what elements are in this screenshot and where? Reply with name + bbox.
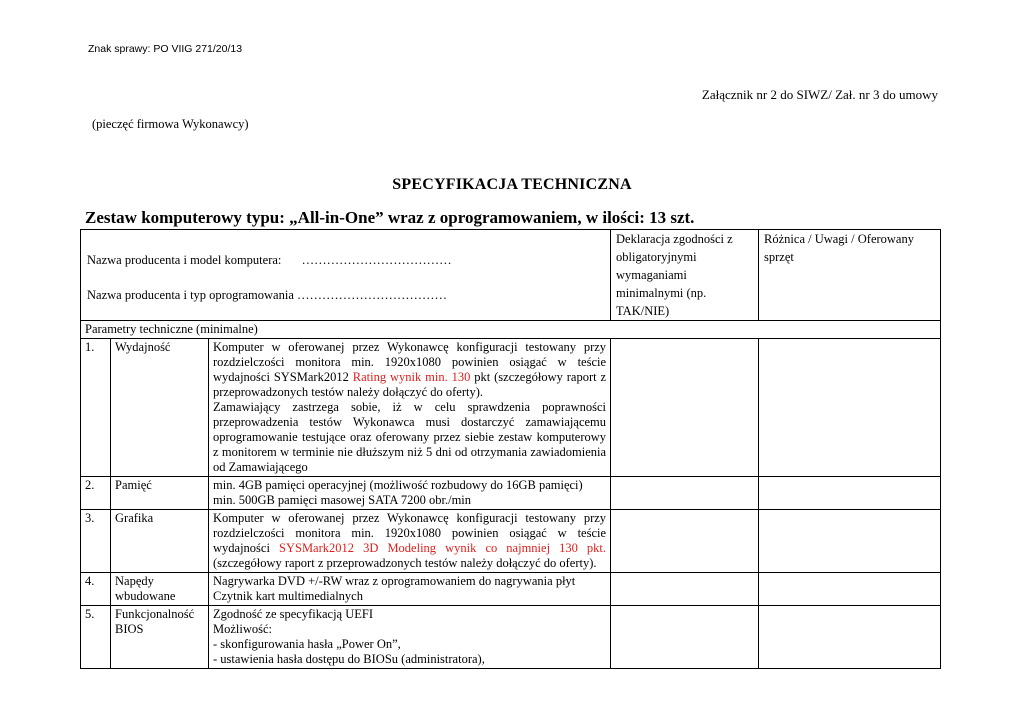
remarks-cell[interactable]	[759, 477, 941, 510]
description-text: Komputer w oferowanej przez Wykonawcę konfiguracji testowany przy rozdzielczości monitora min. 1920x1080 powinien osiągać w teście wydajności	[213, 511, 607, 555]
declaration-cell[interactable]	[611, 477, 759, 510]
row-parameter: Wydajność	[111, 339, 209, 477]
row-parameter: Funkcjonalność BIOS	[111, 606, 209, 669]
description-text: pkt (szczegółowy raport z przeprowadzonych testów należy dołączyć do oferty).	[213, 370, 607, 399]
company-stamp-placeholder: (pieczęć firmowa Wykonawcy)	[92, 117, 249, 131]
declaration-header: Deklaracja zgodności z obligatoryjnymi wymaganiami minimalnymi (np. TAK/NIE)	[611, 230, 759, 321]
table-row	[81, 510, 941, 573]
specification-table	[80, 229, 941, 669]
producer-model-line	[87, 253, 452, 268]
description-text: Możliwość:	[213, 622, 273, 636]
producer-model-label: Nazwa producenta i model komputera:	[87, 253, 282, 267]
section-row	[81, 321, 941, 339]
declaration-cell[interactable]	[611, 339, 759, 477]
producer-model-field[interactable]: ………………………………	[301, 253, 452, 267]
description-text: Czytnik kart multimedialnych	[213, 589, 363, 603]
row-parameter: Grafika	[111, 510, 209, 573]
description-text: Nagrywarka DVD +/-RW wraz z oprogramowaniem do nagrywania płyt	[213, 574, 576, 588]
producer-software-label: Nazwa producenta i typ oprogramowania	[87, 288, 294, 302]
document-subtitle: Zestaw komputerowy typu: „All-in-One” wraz z oprogramowaniem, w ilości: 13 szt.	[85, 208, 695, 227]
producer-software-field[interactable]: ………………………………	[297, 288, 447, 302]
remarks-cell[interactable]	[759, 606, 941, 669]
description-text: min. 4GB pamięci operacyjnej (możliwość rozbudowy do 16GB pamięci)	[213, 478, 583, 492]
description-text: min. 500GB pamięci masowej SATA 7200 obr./min	[213, 493, 472, 507]
row-number: 5.	[81, 606, 111, 669]
row-description	[209, 339, 611, 477]
highlighted-requirement: SYSMark2012 3D Modeling wynik co najmniej 130 pkt.	[279, 541, 607, 555]
row-number: 4.	[81, 573, 111, 606]
description-text: - skonfigurowania hasła „Power On”,	[213, 637, 401, 651]
table-row	[81, 339, 941, 477]
row-description	[209, 573, 611, 606]
description-text: Zamawiający zastrzega sobie, iż w celu sprawdzenia poprawności przeprowadzenia testów Wykonawca musi dostarczyć zamawiającemu oprogramowanie testujące oraz oferowany przez siebie zestaw komputerowy z monitorem w terminie nie dłuższym niż 5 dni od otrzymania zawiadomienia od Zamawiającego	[213, 400, 607, 474]
table-row	[81, 573, 941, 606]
remarks-cell[interactable]	[759, 339, 941, 477]
highlighted-requirement: Rating wynik min. 130	[352, 370, 471, 384]
description-text: Komputer w oferowanej przez Wykonawcę konfiguracji testowany przy rozdzielczości monitora min. 1920x1080 powinien osiągać w teście wydajności SYSMark2012	[213, 340, 607, 384]
row-parameter: Napędy wbudowane	[111, 573, 209, 606]
difference-header: Różnica / Uwagi / Oferowany sprzęt	[759, 230, 941, 321]
description-text: - ustawienia hasła dostępu do BIOSu (administratora),	[213, 652, 485, 666]
row-description	[209, 477, 611, 510]
table-row	[81, 606, 941, 669]
remarks-cell[interactable]	[759, 510, 941, 573]
declaration-cell[interactable]	[611, 606, 759, 669]
declaration-cell[interactable]	[611, 510, 759, 573]
row-number: 1.	[81, 339, 111, 477]
producer-software-line	[87, 288, 447, 303]
description-text: Zgodność ze specyfikacją UEFI	[213, 607, 374, 621]
attachment-note: Załącznik nr 2 do SIWZ/ Zał. nr 3 do umowy	[701, 87, 938, 102]
section-label: Parametry techniczne (minimalne)	[81, 321, 941, 339]
row-description	[209, 606, 611, 669]
remarks-cell[interactable]	[759, 573, 941, 606]
producer-info-cell	[81, 230, 611, 321]
row-parameter: Pamięć	[111, 477, 209, 510]
declaration-cell[interactable]	[611, 573, 759, 606]
table-header-row	[81, 230, 941, 321]
row-number: 2.	[81, 477, 111, 510]
table-row	[81, 477, 941, 510]
document-title: SPECYFIKACJA TECHNICZNA	[392, 176, 632, 193]
row-number: 3.	[81, 510, 111, 573]
description-text: (szczegółowy raport z przeprowadzonych testów należy dołączyć do oferty).	[213, 556, 597, 570]
row-description	[209, 510, 611, 573]
case-reference: Znak sprawy: PO VIIG 271/20/13	[88, 43, 243, 55]
